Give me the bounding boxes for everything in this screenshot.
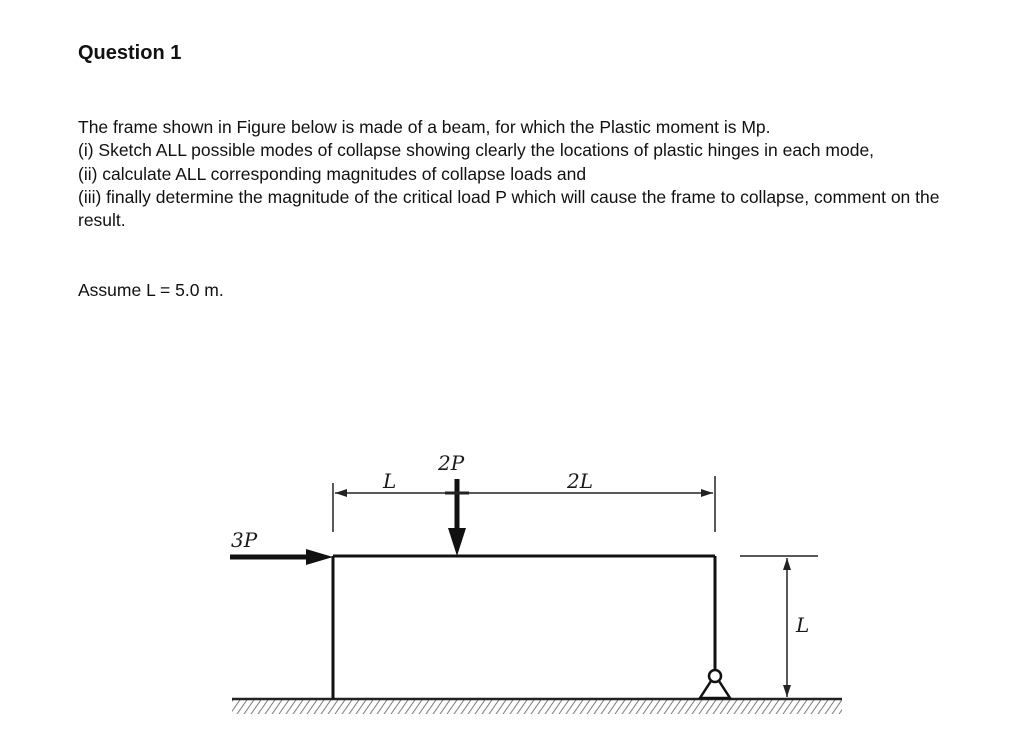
task-sketch-modes: (i) Sketch ALL possible modes of collapse showing clearly the locations of plastic hinges in each mode, [78,140,875,161]
label-height-L: L [796,613,810,637]
ground-hatching [232,700,842,714]
task-critical-load: (iii) finally determine the magnitude of the critical load P which will cause the frame to collapse, comment on the result. [78,186,940,231]
question-intro: The frame shown in Figure below is made of a beam, for which the Plastic moment is Mp. [78,117,771,137]
label-2P: 2P [438,451,465,475]
question-heading: Question 1 [78,42,182,64]
label-span-2L: 2L [567,469,594,493]
vertical-load-arrow [448,479,466,556]
task-collapse-loads: (ii) calculate ALL corresponding magnitudes of collapse loads and [78,163,587,184]
label-span-L: L [383,469,397,493]
assumption-text: Assume L = 5.0 m. [78,280,224,300]
label-3P: 3P [231,528,258,552]
pin-support [700,670,730,698]
